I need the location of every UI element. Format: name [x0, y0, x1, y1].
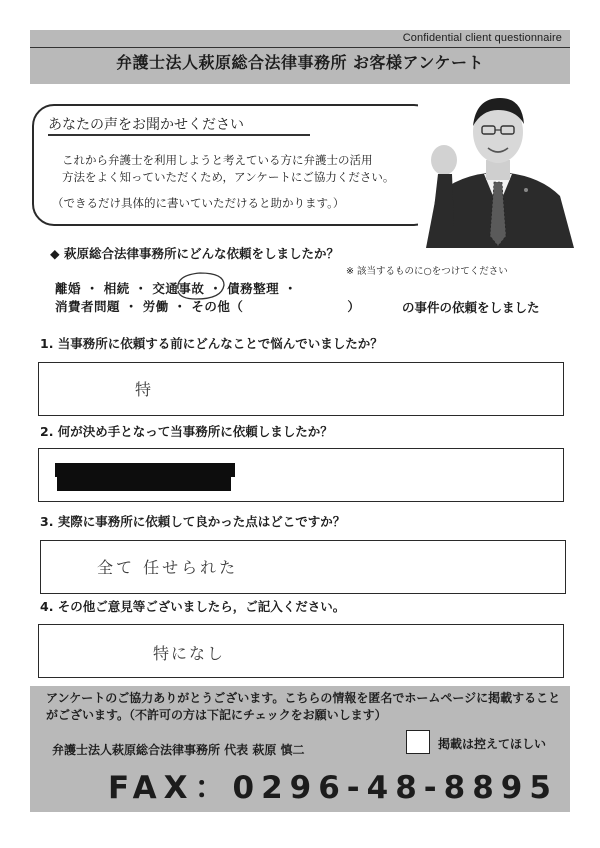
- answer-3-text: 全て 任せられた: [97, 558, 239, 577]
- answer-box-3[interactable]: [40, 540, 566, 594]
- circle-instruction: ※ 該当するものに○をつけてください: [346, 266, 508, 277]
- question-4-label: 4. その他ご意見等ございましたら，ご記入ください。: [40, 599, 346, 614]
- footer-thanks-text: アンケートのご協力ありがとうございます。こちらの情報を匿名でホームページに掲載することがございます。（不許可の方は下記にチェックをお願いします）: [46, 691, 561, 722]
- answer-box-2[interactable]: [38, 448, 564, 502]
- lawyer-photo: [418, 86, 578, 248]
- answer-box-4[interactable]: [38, 624, 564, 678]
- bubble-text: [62, 152, 422, 186]
- confidential-label: Confidential client questionnaire: [402, 32, 562, 44]
- bubble-heading-underline: [48, 134, 310, 136]
- handwritten-circle-mark: [170, 269, 230, 303]
- header-band: [30, 30, 570, 84]
- answer-4-text: 特になし: [153, 644, 226, 663]
- bubble-note: （できるだけ具体的に書いていただけると助かります。）: [52, 196, 345, 210]
- page-title: 弁護士法人萩原総合法律事務所 お客様アンケート: [115, 53, 485, 72]
- redaction-bar-1: [55, 463, 235, 477]
- case-options-row-1: 離婚 ・ 相続 ・ 交通事故 ・ 債務整理 ・: [55, 281, 297, 296]
- bubble-heading: あなたの声をお聞かせください: [48, 117, 244, 133]
- footer-band: [30, 686, 570, 812]
- fax-number: FAX：0296-48-8895: [108, 770, 558, 806]
- answer-1-text: 特: [135, 380, 152, 399]
- firm-representative: 弁護士法人萩原総合法律事務所 代表 萩原 慎二: [52, 743, 305, 757]
- case-suffix-text: の事件の依頼をしました: [402, 300, 540, 315]
- question-1-label: 1. 当事務所に依頼する前にどんなことで悩んでいましたか？: [40, 336, 383, 351]
- question-3-label: 3. 実際に事務所に依頼して良かった点はどこですか？: [40, 514, 346, 529]
- question-2-label: 2. 何が決め手となって当事務所に依頼しましたか？: [40, 424, 333, 439]
- speech-bubble: [32, 104, 436, 226]
- case-options-row-2: 消費者問題 ・ 労働 ・ その他（ ）: [55, 299, 361, 314]
- header-divider: [30, 47, 570, 48]
- bubble-line-2: 方法をよく知っていただくため，アンケートにご協力ください。: [62, 170, 395, 184]
- answer-box-1[interactable]: [38, 362, 564, 416]
- redaction-bar-2: [57, 477, 231, 491]
- case-type-question: ◆ 萩原総合法律事務所にどんな依頼をしましたか？: [50, 246, 339, 261]
- bubble-line-1: これから弁護士を利用しようと考えている方に弁護士の活用: [62, 153, 373, 167]
- no-publish-checkbox[interactable]: [406, 730, 430, 754]
- no-publish-label: 掲載は控えてほしい: [438, 737, 547, 751]
